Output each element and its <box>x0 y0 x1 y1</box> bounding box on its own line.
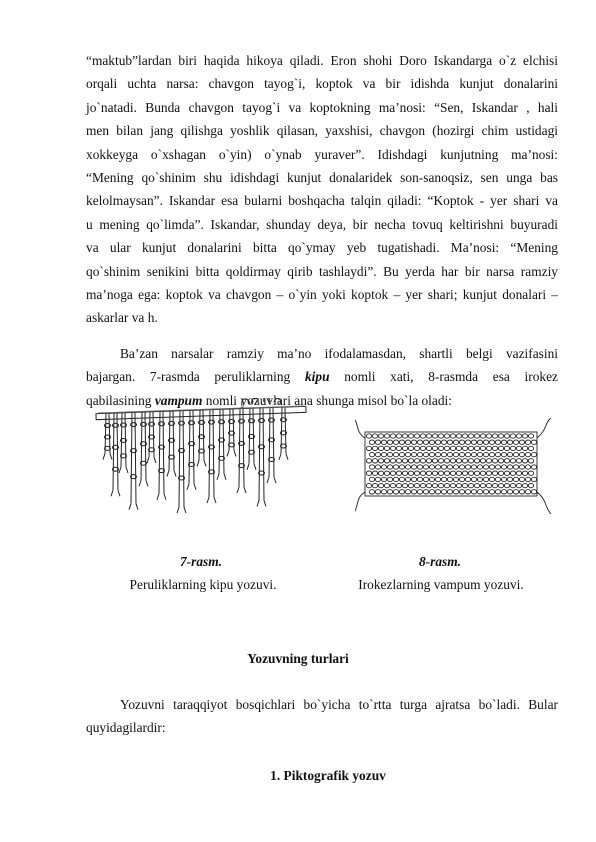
paragraph-line: va ular kunjut donalarini bitta qo`ymay yeb tugatishadi. Ma’nosi: “Mening <box>86 240 558 256</box>
paragraph-line: ma’noga ega: koptok va chavgon – o`yin yoki koptok – yer shari; kunjut donalari – <box>86 287 558 303</box>
paragraph-symbols-line-1: Ba’zan narsalar ramziy ma’no ifodalamasdan, shartli belgi vazifasini <box>120 346 558 361</box>
paragraph-line: men bilan jang qilishga yoshlik qilasan, yaxshisi, chavgon (hozirgi chim ustidagi <box>86 123 558 139</box>
figure-7-label: 7-rasm. <box>179 554 223 569</box>
text-run: bajargan. 7-rasmda peruliklarning <box>86 369 305 385</box>
figure-7-caption: Peruliklarning kipu yozuvi. <box>129 577 277 592</box>
figure-8-number <box>385 554 495 570</box>
paragraph-line: qo`shinim senikini bitta qoldirmay qirib tashlaydi”. Bu yerda har bir narsa ramziy <box>86 263 558 279</box>
paragraph-symbols-line-2 <box>86 365 558 388</box>
term-kipu: kipu <box>304 369 330 385</box>
paragraph-writing-types <box>86 693 558 740</box>
paragraph-line: “Mening qo`shinim shu idishdagi kunjut donalaridek son-sanoqsiz, sen unga bas <box>86 170 558 186</box>
paragraph-writing-types-line-1: Yozuvni taraqqiyot bosqichlari bo`yicha to`rtta turga ajratsa bo`ladi. Bular <box>120 697 558 712</box>
kipu-illustration <box>92 398 312 524</box>
figure-8-caption: Irokezlarning vampum yozuvi. <box>358 577 524 592</box>
paragraph-maktub-story <box>86 49 558 330</box>
paragraph-line: u mening qo`limda”. Iskandar, shunday deya, bir necha tovuq keltirishni buyuradi <box>86 216 558 232</box>
text-run: nomli xati, 8-rasmda esa irokez <box>329 369 558 385</box>
term-vampum: vampum <box>154 392 203 408</box>
paragraph-line: orqali uchta narsa: chavgon tayog`i, koptok va bir idishda kunjut donalarini <box>86 76 558 92</box>
paragraph-line: jo`natadi. Bunda chavgon tayog`i va koptokning ma’nosi: “Sen, Iskandar , hali <box>86 99 558 115</box>
figure-8-label: 8-rasm. <box>418 554 462 569</box>
section-title: Yozuvning turlari <box>247 651 349 666</box>
subsection-title: 1. Piktografik yozuv <box>270 768 386 783</box>
paragraph-writing-types-line-2: quyidagilardir: <box>86 720 166 736</box>
figure-7-number <box>146 554 256 570</box>
paragraph-line: askarlar va h. <box>86 310 158 326</box>
paragraph-line: kelolmaysan”. Iskandar esa bularni boshqacha talqin qiladi: “Koptok - yer shari va <box>86 193 558 209</box>
paragraph-line: “maktub”lardan biri haqida hikoya qiladi. Eron shohi Doro Iskandarga o`z elchisi <box>86 53 558 68</box>
paragraph-line: xokkeyga o`xshagan o`yin) o`ynab yuraver”. Idishdagi kunjutning ma’nosi: <box>86 146 558 162</box>
text-run: nomli yozuvlari ana shunga misol bo`la oladi: <box>202 392 452 408</box>
text-run: qabilasining <box>86 392 155 408</box>
vampum-illustration <box>355 418 555 514</box>
